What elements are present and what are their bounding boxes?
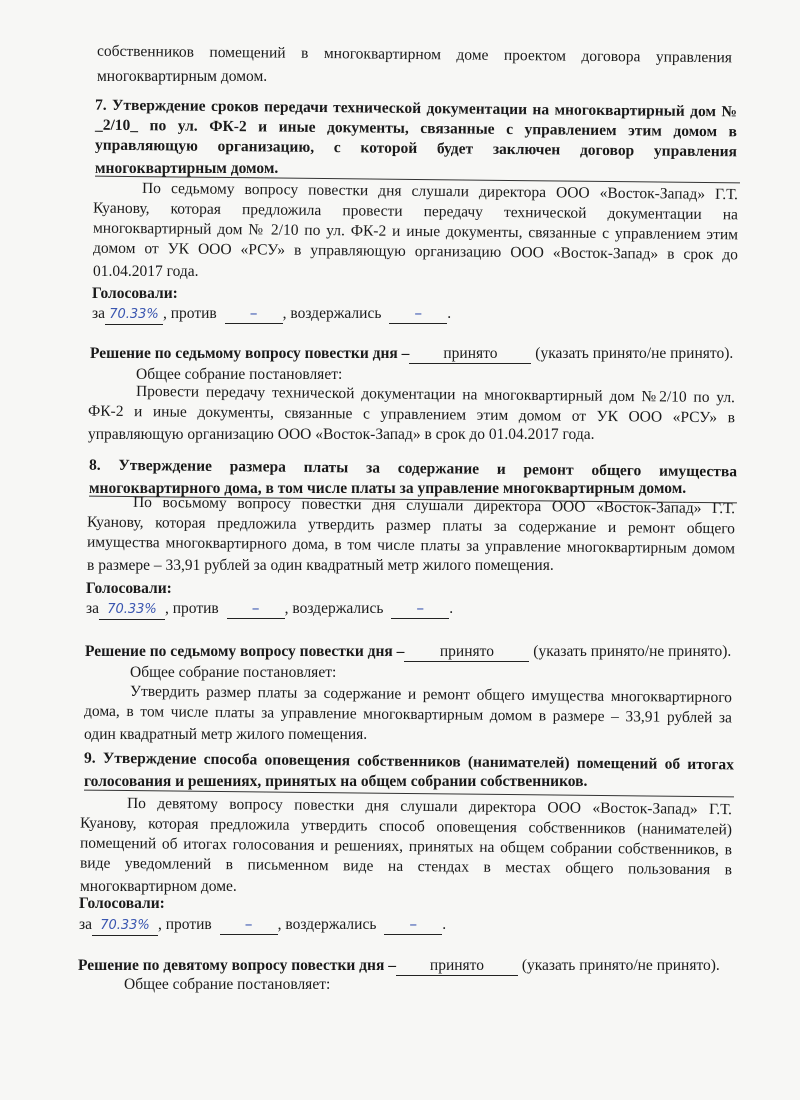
- q7-za-field: [105, 305, 163, 325]
- q8-za-value: 70.33%: [107, 602, 157, 617]
- q8-para-2: Куанову, которая предложила утвердить размер платы за содержание и ремонт общего: [86, 513, 736, 538]
- q8-para-1: По восьмому вопросу повестки дня слушали директора ООО «Восток-Запад» Г.Т.: [132, 493, 736, 518]
- q7-para-4: домом от УК ООО «РСУ» в управляющую организацию ООО «Восток-Запад» в срок до: [92, 239, 739, 264]
- q8-vote-label: Голосовали:: [86, 580, 172, 597]
- q8-heading-2: многоквартирного дома, в том числе платы за управление многоквартирным домом.: [89, 480, 687, 497]
- q8-para-4: в размере – 33,91 рублей за один квадратный метр жилого помещения.: [87, 557, 554, 574]
- q8-against-field: [227, 599, 285, 619]
- q9-against-value: –: [244, 915, 253, 933]
- q7-abstain-value: –: [414, 304, 423, 322]
- q7-za-value: 70.33%: [109, 307, 159, 322]
- q8-decision-value: принято: [439, 643, 494, 660]
- q9-decision-field: [396, 957, 518, 976]
- q7-heading-3: управляющую организацию, с которой будет заключен договор управления: [94, 136, 738, 161]
- q7-resolution-3: управляющую организацию ООО «Восток-Запад» в срок до 01.04.2017 года.: [88, 426, 595, 443]
- q9-abstain-label: , воздержались: [277, 916, 377, 933]
- q7-heading-1: 7. Утверждение сроков передачи технической документации на многоквартирный дом №: [94, 96, 738, 121]
- q7-resolution-1: Провести передачу технической документации на многоквартирный дом №2/10 по ул.: [135, 382, 736, 407]
- q9-abstain-field: [384, 915, 442, 935]
- q9-abstain-value: –: [409, 915, 418, 933]
- q9-para-1: По девятому вопросу повестки дня слушали директора ООО «Восток-Запад» Г.Т.: [126, 794, 733, 819]
- q9-vote-line: за 70.33% , против – , воздержались – .: [79, 915, 446, 936]
- q7-against-value: –: [249, 304, 258, 322]
- q7-decision-hint: (указать принято/не принято).: [535, 345, 734, 362]
- q8-za-label: за: [86, 600, 100, 617]
- q7-para-2: Куанову, которая предложила провести передачу технической документации на: [92, 199, 739, 224]
- q9-za-label: за: [79, 916, 93, 933]
- q7-decision-field: [409, 345, 531, 364]
- q8-vote-line: за 70.33% , против – , воздержались – .: [86, 599, 453, 620]
- q8-against-value: –: [251, 599, 260, 617]
- q8-resolution-1: Утвердить размер платы за содержание и ремонт общего имущества многоквартирного: [129, 682, 733, 707]
- q7-para-5: 01.04.2017 года.: [93, 263, 199, 280]
- q7-za-label: за: [92, 305, 106, 322]
- q7-resolves: Общее собрание постановляет:: [136, 366, 343, 383]
- q9-para-4: виде уведомлений в письменном виде на стендах в местах общего пользования в: [79, 854, 733, 879]
- q9-resolves: Общее собрание постановляет:: [124, 976, 331, 993]
- q7-decision-label: Решение по седьмому вопросу повестки дня –: [90, 345, 410, 362]
- q7-abstain-label: , воздержались: [282, 305, 382, 322]
- q7-against-label: , против: [163, 305, 217, 322]
- q9-para-5: многоквартирном доме.: [80, 878, 237, 895]
- q7-vote-line: за 70.33% , против – , воздержались – .: [92, 304, 451, 325]
- q9-against-label: , против: [158, 916, 212, 933]
- q8-resolution-3: один квадратный метр жилого помещения.: [84, 726, 368, 743]
- q8-resolves: Общее собрание постановляет:: [130, 664, 337, 681]
- q9-heading-2: голосования и решениях, принятых на общем собрании собственников.: [84, 773, 588, 790]
- q8-abstain-field: [391, 599, 449, 619]
- q9-vote-label: Голосовали:: [79, 895, 165, 912]
- q8-abstain-value: –: [416, 599, 425, 617]
- q8-heading-1: 8. Утверждение размера платы за содержание и ремонт общего имущества: [88, 456, 738, 481]
- q9-decision-line: [78, 957, 720, 976]
- q7-resolution-2: ФК-2 и иные документы, связанные с управлением этим домом от УК ООО «РСУ» в: [87, 402, 736, 427]
- q7-heading-4: многоквартирным домом.: [95, 160, 279, 177]
- q8-decision-field: [404, 643, 529, 662]
- q9-za-value: 70.33%: [100, 918, 150, 933]
- q9-para-2: Куанову, которая предложила утвердить способ оповещения собственников (нанимателей): [79, 814, 733, 839]
- q9-para-3: помещений об итогах голосования и решениях, принятых на общем собрании собственников, в: [79, 834, 733, 859]
- q8-resolution-2: дома, в том числе платы за управление многоквартирным домом в размере – 33,91 рублей за: [83, 702, 733, 727]
- q9-heading-1: 9. Утверждение способа оповещения собственников (нанимателей) помещений об итогах: [83, 749, 735, 774]
- q7-decision-line: [90, 345, 733, 364]
- q9-za-field: [92, 916, 158, 936]
- q8-para-3: имущества многоквартирного дома, в том числе платы за управление многоквартирным домом: [86, 533, 736, 558]
- q8-decision-hint: (указать принято/не принято).: [533, 643, 732, 660]
- q8-abstain-label: , воздержались: [284, 600, 384, 617]
- q7-against-field: [225, 304, 283, 324]
- intro-line-2: многоквартирным домом.: [97, 68, 268, 85]
- q8-decision-label: Решение по седьмому вопросу повестки дня –: [85, 643, 405, 660]
- q7-vote-label: Голосовали:: [92, 285, 178, 302]
- intro-line-1: собственников помещений в многоквартирном доме проектом договора управления: [96, 42, 733, 67]
- q8-za-field: [99, 600, 165, 620]
- q9-decision-hint: (указать принято/не принято).: [521, 957, 720, 974]
- q7-abstain-field: [389, 304, 447, 324]
- q8-against-label: , против: [165, 600, 219, 617]
- q7-para-1: По седьмому вопросу повестки дня слушали директора ООО «Восток-Запад» Г.Т.: [141, 179, 739, 204]
- q9-against-field: [220, 915, 278, 935]
- q7-heading-2: _2/10_ по ул. ФК-2 и иные документы, связанные с управлением этим домом в: [94, 116, 738, 141]
- q9-decision-label: Решение по девятому вопросу повестки дня –: [78, 957, 396, 974]
- q7-decision-value: принято: [443, 345, 498, 362]
- q8-decision-line: [85, 643, 731, 662]
- q9-decision-value: принято: [429, 957, 485, 974]
- q7-para-3: многоквартирный дом № 2/10 по ул. ФК-2 и иные документы, связанные с управлением этим: [92, 219, 739, 244]
